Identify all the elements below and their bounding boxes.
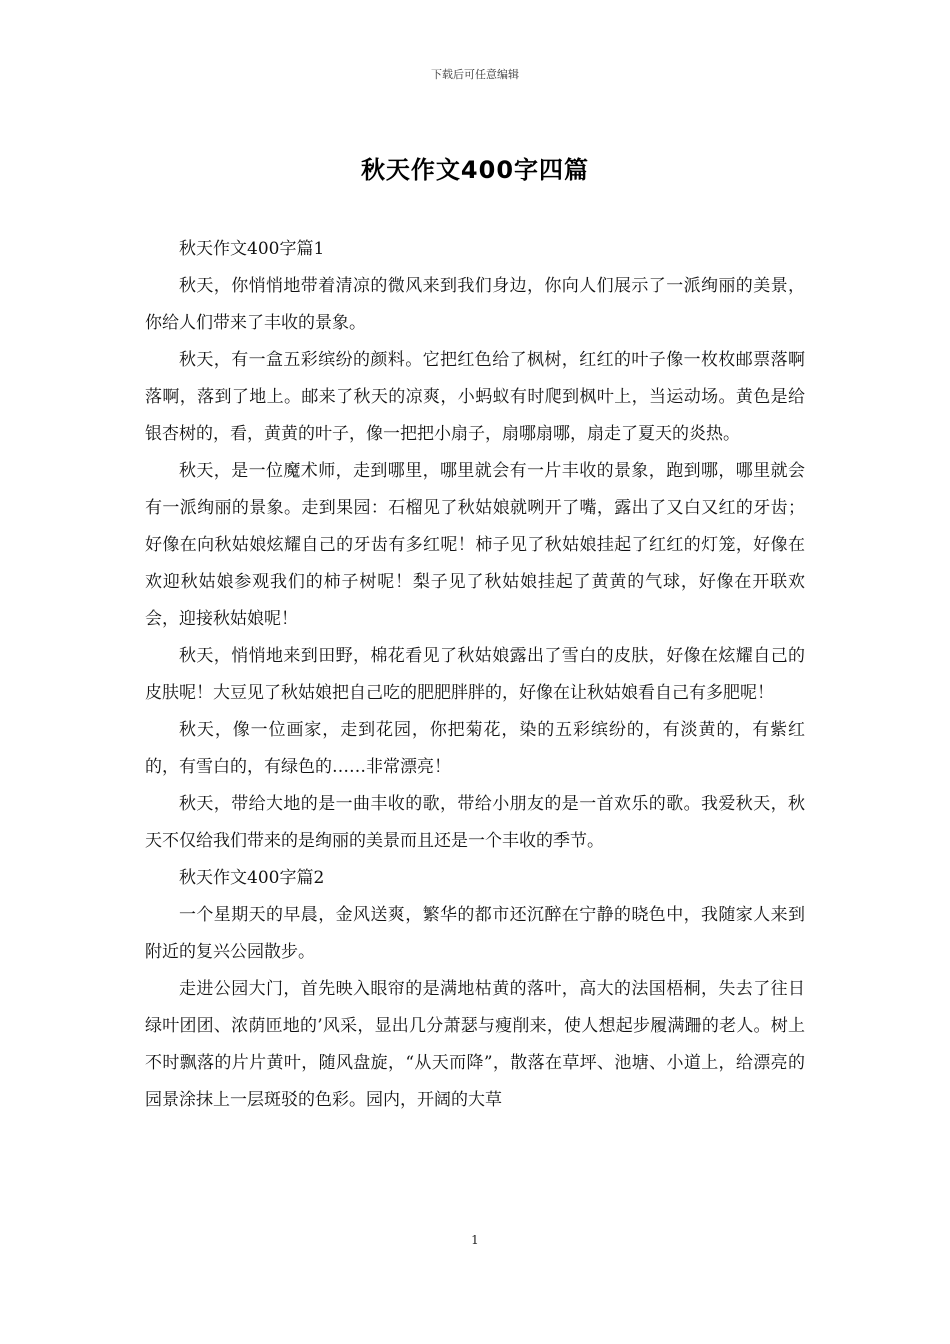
section-heading-1: 秋天作文400字篇1 [179,239,325,259]
document-title: 秋天作文400字四篇 [360,156,590,184]
page-number: 1 [471,1233,479,1247]
document-body [145,231,805,1119]
paragraph: 秋天，是一位魔术师，走到哪里，哪里就会有一片丰收的景象，跑到哪，哪里就会有一派绚丽的景象。走到果园：石榴见了秋姑娘就咧开了嘴，露出了又白又红的牙齿；好像在向秋姑娘炫耀自己的牙齿有多红呢！柿子见了秋姑娘挂起了红红的灯笼，好像在欢迎秋姑娘参观我们的柿子树呢！梨子见了秋姑娘挂起了黄黄的气球，好像在开联欢会，迎接秋姑娘呢！ [145,461,805,629]
paragraph: 秋天，有一盒五彩缤纷的颜料。它把红色给了枫树，红红的叶子像一枚枚邮票落啊落啊，落到了地上。邮来了秋天的凉爽，小蚂蚁有时爬到枫叶上，当运动场。黄色是给银杏树的，看，黄黄的叶子，像一把把小扇子，扇哪扇哪，扇走了夏天的炎热。 [145,350,805,444]
paragraph: 秋天，带给大地的是一曲丰收的歌，带给小朋友的是一首欢乐的歌。我爱秋天，秋天不仅给我们带来的是绚丽的美景而且还是一个丰收的季节。 [145,794,805,851]
paragraph: 一个星期天的早晨，金风送爽，繁华的都市还沉醉在宁静的晓色中，我随家人来到附近的复兴公园散步。 [145,905,805,962]
section-heading-2: 秋天作文400字篇2 [179,868,325,888]
paragraph: 走进公园大门，首先映入眼帘的是满地枯黄的落叶，高大的法国梧桐，失去了往日绿叶团团、浓荫匝地的’风采，显出几分萧瑟与瘦削来，使人想起步履满跚的老人。树上不时飘落的片片黄叶，随风盘旋，“从天而降”，散落在草坪、池塘、小道上，给漂亮的园景涂抹上一层斑驳的色彩。园内，开阔的大草 [145,979,805,1110]
paragraph: 秋天，你悄悄地带着清凉的微风来到我们身边，你向人们展示了一派绚丽的美景，你给人们带来了丰收的景象。 [145,276,805,333]
paragraph: 秋天，像一位画家，走到花园，你把菊花，染的五彩缤纷的，有淡黄的，有紫红的，有雪白的，有绿色的……非常漂亮！ [145,720,805,777]
paragraph: 秋天，悄悄地来到田野，棉花看见了秋姑娘露出了雪白的皮肤，好像在炫耀自己的皮肤呢！大豆见了秋姑娘把自己吃的肥肥胖胖的，好像在让秋姑娘看自己有多肥呢！ [145,646,805,703]
header-note: 下载后可任意编辑 [431,68,519,81]
